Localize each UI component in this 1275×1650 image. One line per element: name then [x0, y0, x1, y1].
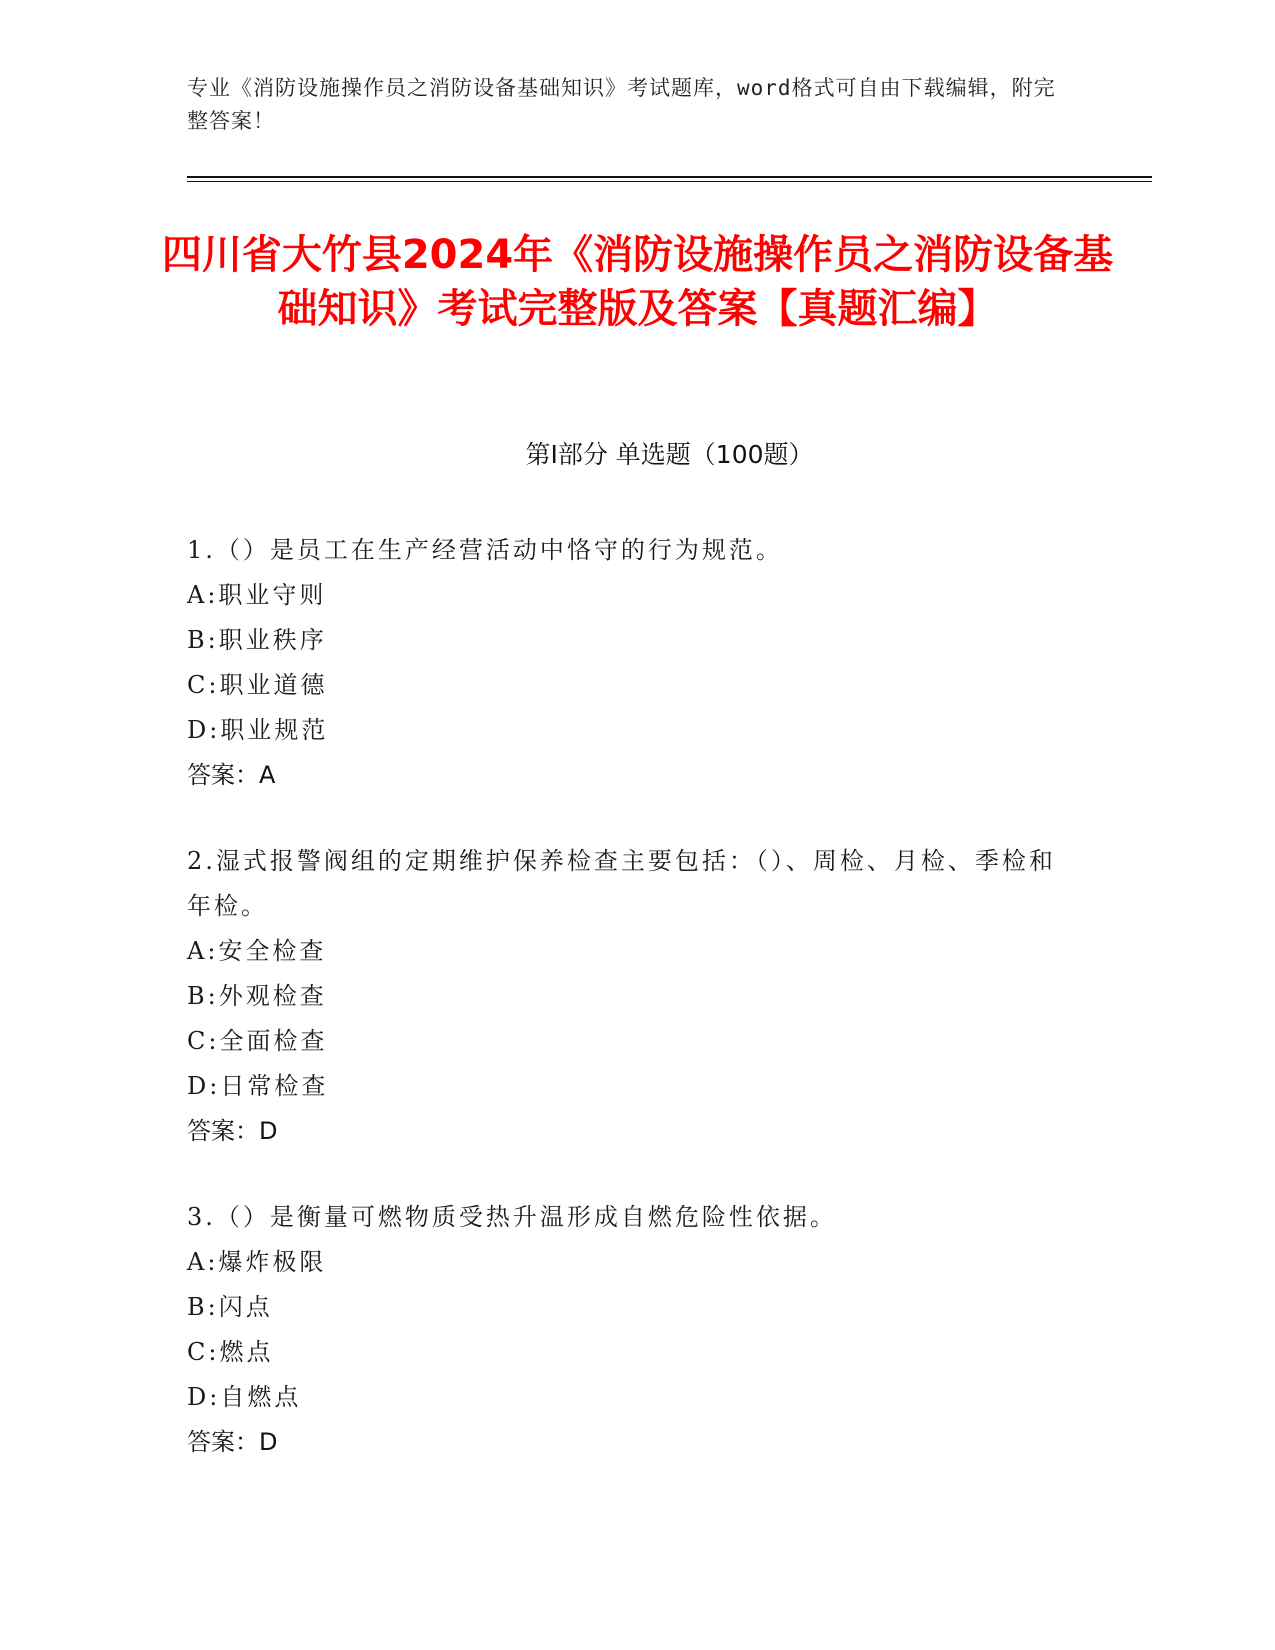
option-d: D:日常检查 — [187, 1072, 329, 1100]
document-title: 四川省大竹县2024年《消防设施操作员之消防设备基础知识》考试完整版及答案【真题汇编】 — [161, 232, 1114, 332]
option-d: D:职业规范 — [187, 716, 329, 744]
question-1 — [187, 528, 1067, 798]
option-a: A:安全检查 — [187, 937, 327, 965]
option-c: C:职业道德 — [187, 671, 328, 699]
question-stem: 2.湿式报警阀组的定期维护保养检查主要包括：（）、周检、月检、季检和年检。 — [187, 847, 1056, 920]
question-3 — [187, 1195, 1067, 1465]
question-stem: 3.（）是衡量可燃物质受热升温形成自燃危险性依据。 — [187, 1203, 837, 1231]
question-list — [187, 528, 1067, 1506]
option-a: A:职业守则 — [187, 581, 327, 609]
option-c: C:燃点 — [187, 1338, 274, 1366]
option-b: B:外观检查 — [187, 982, 327, 1010]
answer-line: 答案：D — [187, 1117, 278, 1145]
option-b: B:闪点 — [187, 1293, 273, 1321]
answer-line: 答案：A — [187, 761, 276, 789]
answer-line: 答案：D — [187, 1428, 278, 1456]
option-c: C:全面检查 — [187, 1027, 328, 1055]
question-stem: 1.（）是员工在生产经营活动中恪守的行为规范。 — [187, 536, 783, 564]
question-2 — [187, 839, 1067, 1154]
section-heading: 第I部分 单选题（100题） — [525, 440, 814, 469]
option-b: B:职业秩序 — [187, 626, 327, 654]
header-rule-thin — [187, 181, 1152, 182]
option-d: D:自燃点 — [187, 1383, 302, 1411]
header-rule-thick — [187, 176, 1152, 178]
header-note: 专业《消防设施操作员之消防设备基础知识》考试题库，word格式可自由下载编辑，附完整答案！ — [187, 76, 1056, 133]
option-a: A:爆炸极限 — [187, 1248, 327, 1276]
